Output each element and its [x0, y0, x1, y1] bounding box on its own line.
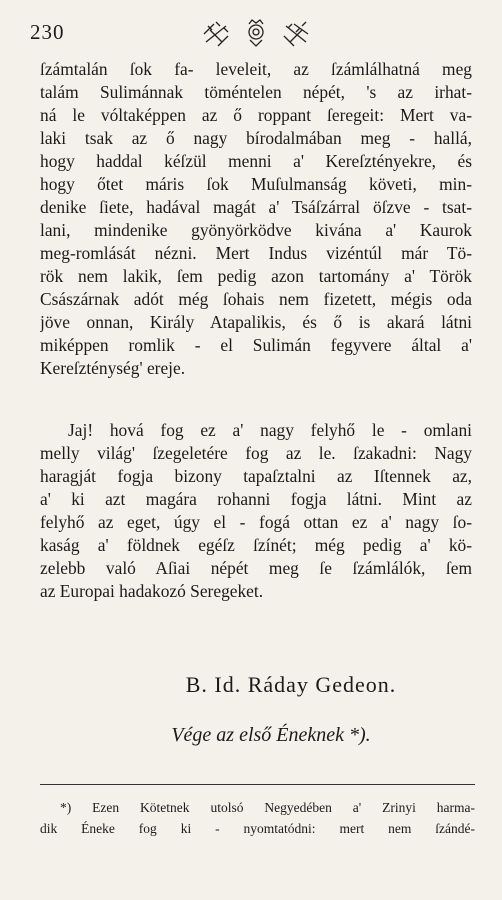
text-line: kaság a' földnek egéſz ſzínét; még pedig a' kö- [40, 535, 472, 555]
text-line: ná le vóltaképpen az ő roppant ſeregeit: Mert va- [40, 105, 472, 125]
paragraph-gap [40, 380, 472, 419]
text-line: felyhő az eget, úgy el - fogá ottan ez a' nagy ſo- [40, 512, 472, 532]
author-signature: B. Id. Ráday Gedeon. [185, 672, 397, 697]
page-number: 230 [30, 20, 65, 44]
text-line: miképpen romlik - el Sulimán fegyvere által a' [40, 335, 472, 355]
footnote-line: *) Ezen Kötetnek utolsó Negyedében a' Zrinyi harma- [60, 800, 475, 815]
footnote-line: dik Éneke fog ki - nyomtatódni: mert nem ſzándé- [40, 821, 475, 836]
footnote-rule [40, 784, 475, 785]
text-line: zelebb való Aſiai népét meg ſe ſzámlálók, ſem [40, 558, 472, 578]
end-of-canto-note: Vége az első Éneknek *). [171, 724, 371, 746]
text-line: melly világ' ſzegeletére fog az le. ſzakadni: Nagy [40, 443, 472, 463]
text-line: meg-romlását nézni. Mert Indus vizéntúl már Tö- [40, 243, 472, 263]
text-line: Császárnak adót még ſohais nem fizetett, mégis oda [40, 289, 472, 309]
text-line: talám Sulimánnak töméntelen népét, 's az irhat- [40, 82, 472, 102]
text-line: a' ki azt magára rohanni fogja látni. Mint az [40, 489, 472, 509]
paragraph-1 [40, 58, 472, 380]
text-line: denike ſiete, hadával magát a' Tsáſzárral öſzve - tsat- [40, 197, 472, 217]
footnote [40, 797, 475, 839]
printer-ornament-icon [200, 18, 312, 48]
text-line: Kereſzténység' ereje. [40, 358, 186, 378]
text-line: ſzámtalán ſok fa- leveleit, az ſzámlálhatná meg [40, 59, 472, 79]
text-line: az Europai hadakozó Seregeket. [40, 581, 264, 601]
text-line: Jaj! hová fog ez a' nagy felyhő le - omlani [68, 420, 472, 440]
text-line: hogy őtet máris ſok Muſulmanság követi, min- [40, 174, 472, 194]
body-text [40, 58, 472, 603]
text-line: lani, mindenike gyönyörködve kivána a' Kaurok [40, 220, 472, 240]
paragraph-2 [40, 419, 472, 603]
text-line: haragját fogja bizony tapaſztalni az Iſtennek az, [40, 466, 472, 486]
text-line: jöve onnan, Király Atapalikis, és ő is akará látni [40, 312, 472, 332]
text-line: hogy haddal kéſzül menni a' Kereſztényekre, és [40, 151, 472, 171]
text-line: laki tsak az ő nagy bírodalmában meg - hallá, [40, 128, 472, 148]
text-line: rök nem lakik, ſem pedig azon tartomány a' Török [40, 266, 472, 286]
